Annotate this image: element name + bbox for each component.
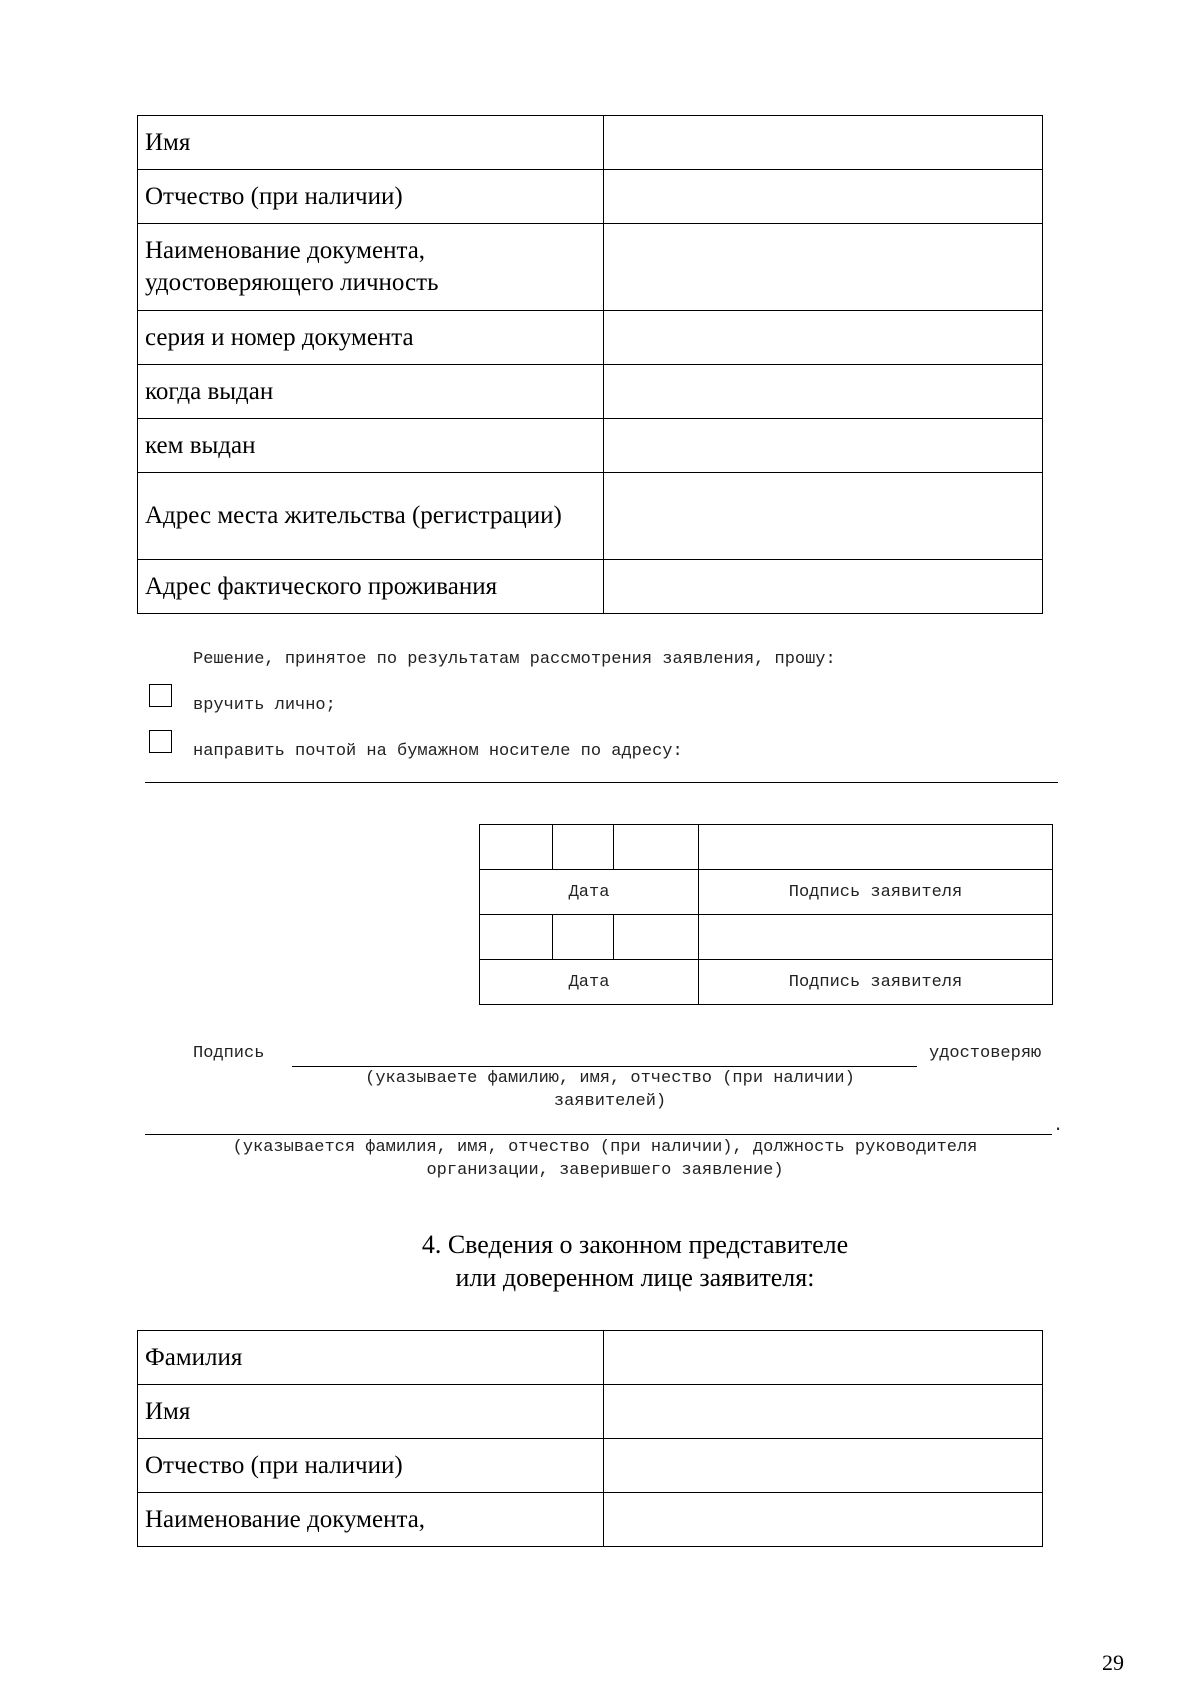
table-row bbox=[138, 170, 1043, 224]
option-send-by-mail-label: направить почтой на бумажном носителе по адресу: bbox=[193, 742, 683, 761]
row-label-surname: Фамилия bbox=[138, 1331, 604, 1385]
representative-first-name-field[interactable] bbox=[604, 1385, 1043, 1439]
checkbox-send-by-mail[interactable] bbox=[149, 730, 172, 753]
delivery-intro: Решение, принятое по результатам рассмотрения заявления, прошу: bbox=[193, 650, 836, 669]
representative-patronymic-field[interactable] bbox=[604, 1439, 1043, 1493]
applicants-hint-line1: (указываете фамилию, имя, отчество (при наличии) bbox=[365, 1069, 855, 1088]
representative-surname-field[interactable] bbox=[604, 1331, 1043, 1385]
table-row bbox=[138, 224, 1043, 311]
checkbox-deliver-personally[interactable] bbox=[149, 684, 172, 707]
actual-address-field[interactable] bbox=[604, 560, 1043, 614]
table-row bbox=[138, 1439, 1043, 1493]
table-row bbox=[138, 473, 1043, 560]
section4-title-line2: или доверенном лице заявителя: bbox=[455, 1263, 815, 1292]
option-deliver-personally-label: вручить лично; bbox=[193, 696, 336, 715]
table-row bbox=[138, 365, 1043, 419]
patronymic-field[interactable] bbox=[604, 170, 1043, 224]
applicants-hint bbox=[270, 1067, 950, 1113]
date-day-cell[interactable] bbox=[480, 915, 553, 960]
table-row bbox=[480, 915, 1053, 960]
row-label-id-document: Наименование документа, bbox=[138, 1493, 604, 1547]
table-row bbox=[138, 1385, 1043, 1439]
date-day-cell[interactable] bbox=[480, 825, 553, 870]
signature-cell[interactable] bbox=[699, 915, 1053, 960]
representative-id-document-field[interactable] bbox=[604, 1493, 1043, 1547]
row-label-registration-address: Адрес места жительства (регистрации) bbox=[138, 473, 604, 560]
issue-date-field[interactable] bbox=[604, 365, 1043, 419]
row-label-first-name: Имя bbox=[138, 116, 604, 170]
row-label-actual-address: Адрес фактического проживания bbox=[138, 560, 604, 614]
id-document-field[interactable] bbox=[604, 224, 1043, 311]
table-row bbox=[138, 560, 1043, 614]
official-hint-line1: (указывается фамилия, имя, отчество (при наличии), должность руководителя bbox=[232, 1138, 978, 1157]
date-month-cell[interactable] bbox=[553, 825, 614, 870]
row-label-issue-date: когда выдан bbox=[138, 365, 604, 419]
row-label-patronymic: Отчество (при наличии) bbox=[138, 1439, 604, 1493]
end-mark: . bbox=[1053, 1117, 1064, 1136]
date-month-cell[interactable] bbox=[553, 915, 614, 960]
applicants-hint-line2: заявителей) bbox=[553, 1092, 667, 1111]
date-label: Дата bbox=[480, 960, 699, 1005]
page-number: 29 bbox=[1102, 1650, 1124, 1675]
certification-prefix: Подпись bbox=[193, 1044, 265, 1063]
official-hint-line2: организации, заверившего заявление) bbox=[426, 1161, 784, 1180]
table-row bbox=[138, 311, 1043, 365]
official-hint bbox=[140, 1136, 1070, 1182]
series-number-field[interactable] bbox=[604, 311, 1043, 365]
table-row bbox=[138, 116, 1043, 170]
row-label-first-name: Имя bbox=[138, 1385, 604, 1439]
date-year-cell[interactable] bbox=[614, 825, 699, 870]
date-label: Дата bbox=[480, 870, 699, 915]
first-name-field[interactable] bbox=[604, 116, 1043, 170]
section4-heading bbox=[300, 1228, 970, 1294]
table-row bbox=[138, 1493, 1043, 1547]
table-row bbox=[138, 1331, 1043, 1385]
row-label-issued-by: кем выдан bbox=[138, 419, 604, 473]
date-year-cell[interactable] bbox=[614, 915, 699, 960]
applicant-table bbox=[137, 115, 1043, 614]
row-label-patronymic: Отчество (при наличии) bbox=[138, 170, 604, 224]
signature-label: Подпись заявителя bbox=[699, 960, 1053, 1005]
official-name-line[interactable] bbox=[145, 1134, 1052, 1135]
row-label-series-number: серия и номер документа bbox=[138, 311, 604, 365]
mail-address-line[interactable] bbox=[145, 782, 1058, 783]
table-row bbox=[480, 825, 1053, 870]
section4-title-line1: 4. Сведения о законном представителе bbox=[421, 1230, 849, 1259]
signature-label: Подпись заявителя bbox=[699, 870, 1053, 915]
table-row bbox=[480, 870, 1053, 915]
table-row bbox=[480, 960, 1053, 1005]
signature-table bbox=[479, 824, 1053, 1005]
representative-table bbox=[137, 1330, 1043, 1547]
registration-address-field[interactable] bbox=[604, 473, 1043, 560]
issued-by-field[interactable] bbox=[604, 419, 1043, 473]
signature-cell[interactable] bbox=[699, 825, 1053, 870]
certification-suffix: удостоверяю bbox=[929, 1044, 1042, 1063]
table-row bbox=[138, 419, 1043, 473]
row-label-id-document: Наименование документа, удостоверяющего личность bbox=[138, 224, 604, 311]
